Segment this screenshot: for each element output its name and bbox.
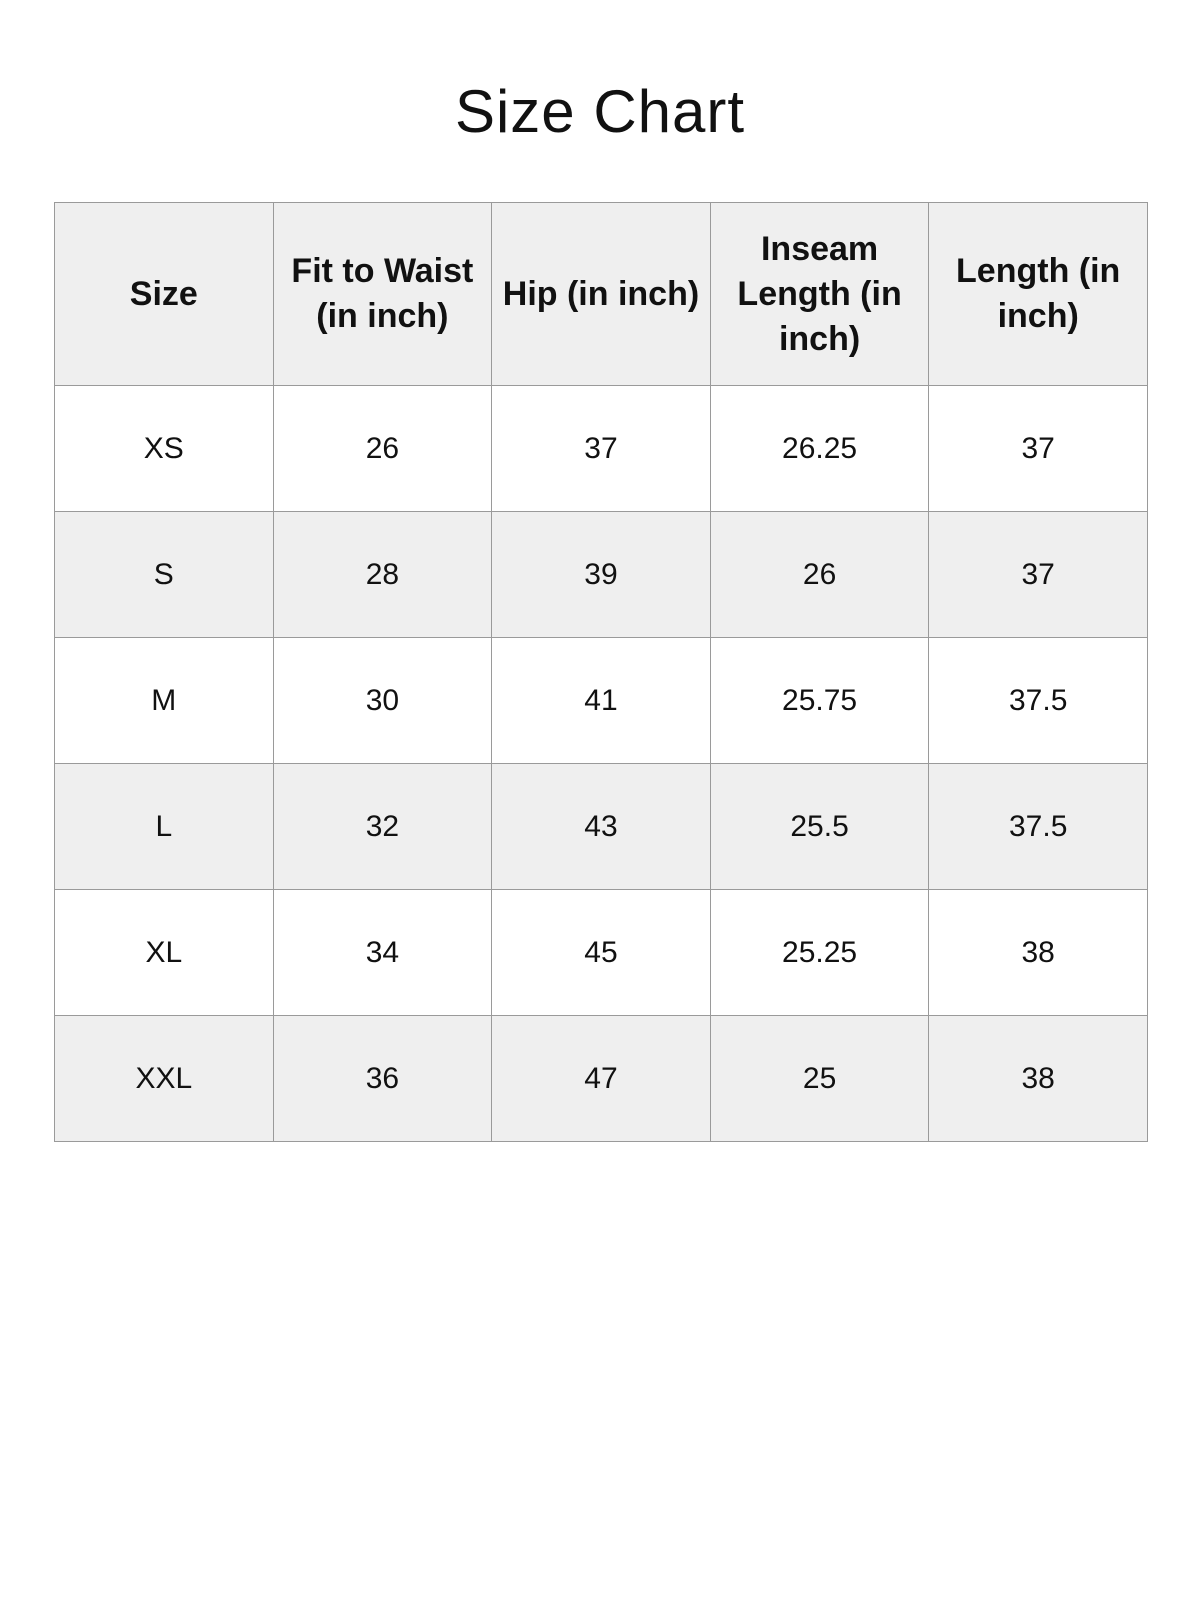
cell-length: 37 (929, 386, 1148, 512)
cell-inseam: 25.75 (710, 638, 929, 764)
cell-size: L (55, 764, 274, 890)
cell-inseam: 25 (710, 1016, 929, 1142)
header-inseam-length: Inseam Length (in inch) (710, 203, 929, 386)
header-fit-to-waist: Fit to Waist (in inch) (273, 203, 492, 386)
cell-hip: 47 (492, 1016, 711, 1142)
page-title: Size Chart (454, 78, 746, 145)
cell-hip: 43 (492, 764, 711, 890)
size-chart-table (54, 202, 1148, 1142)
cell-size: XL (55, 890, 274, 1016)
header-size: Size (55, 203, 274, 386)
table-row (55, 386, 1148, 512)
header-length: Length (in inch) (929, 203, 1148, 386)
cell-length: 37.5 (929, 764, 1148, 890)
cell-size: M (55, 638, 274, 764)
table-row (55, 512, 1148, 638)
cell-length: 38 (929, 1016, 1148, 1142)
cell-waist: 26 (273, 386, 492, 512)
cell-length: 37.5 (929, 638, 1148, 764)
table-row (55, 764, 1148, 890)
table-header-row (55, 203, 1148, 386)
cell-size: XXL (55, 1016, 274, 1142)
cell-inseam: 26 (710, 512, 929, 638)
table-row (55, 638, 1148, 764)
cell-inseam: 25.25 (710, 890, 929, 1016)
cell-hip: 41 (492, 638, 711, 764)
table-row (55, 890, 1148, 1016)
cell-waist: 30 (273, 638, 492, 764)
cell-size: XS (55, 386, 274, 512)
cell-size: S (55, 512, 274, 638)
cell-hip: 39 (492, 512, 711, 638)
cell-waist: 34 (273, 890, 492, 1016)
cell-waist: 32 (273, 764, 492, 890)
table-row (55, 1016, 1148, 1142)
cell-inseam: 26.25 (710, 386, 929, 512)
cell-length: 37 (929, 512, 1148, 638)
cell-waist: 36 (273, 1016, 492, 1142)
header-hip: Hip (in inch) (492, 203, 711, 386)
cell-waist: 28 (273, 512, 492, 638)
cell-hip: 37 (492, 386, 711, 512)
cell-inseam: 25.5 (710, 764, 929, 890)
cell-length: 38 (929, 890, 1148, 1016)
cell-hip: 45 (492, 890, 711, 1016)
